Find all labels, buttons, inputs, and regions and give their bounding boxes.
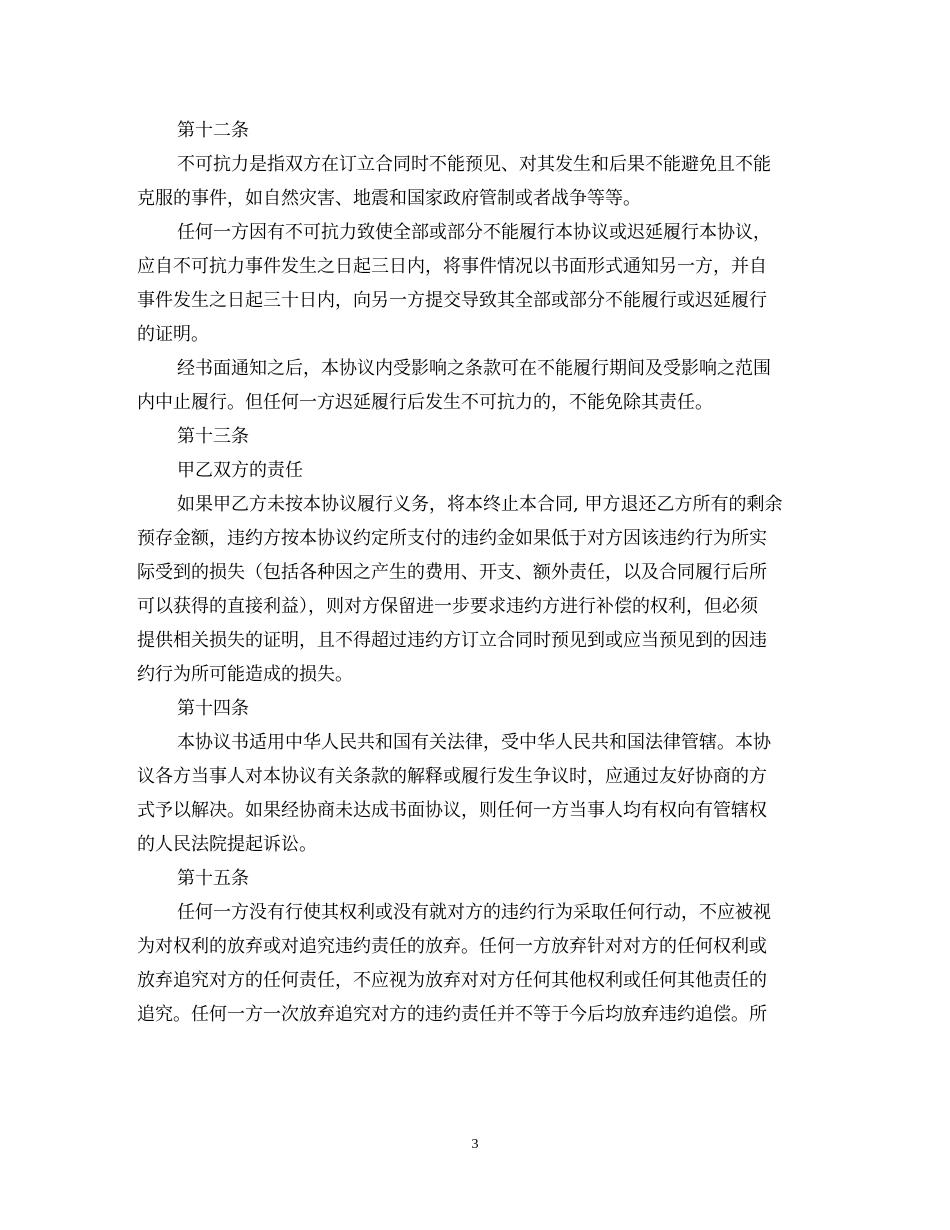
article-heading: 第十五条 <box>177 868 249 889</box>
body-text-line: 本协议书适用中华人民共和国有关法律，受中华人民共和国法律管辖。本协 <box>177 732 771 753</box>
article-heading: 第十四条 <box>177 698 249 719</box>
body-text-line: 的人民法院提起诉讼。 <box>137 834 317 855</box>
article-heading: 第十二条 <box>177 120 249 141</box>
body-text-line: 为对权利的放弃或对追究违约责任的放弃。任何一方放弃针对对方的任何权利或 <box>137 936 767 957</box>
body-text-line: 放弃追究对方的任何责任，不应视为放弃对对方任何其他权利或任何其他责任的 <box>137 970 767 991</box>
body-text-line: 事件发生之日起三十日内，向另一方提交导致其全部或部分不能履行或迟延履行 <box>137 290 767 311</box>
article-heading: 甲乙双方的责任 <box>177 460 303 481</box>
body-text-line: 任何一方没有行使其权利或没有就对方的违约行为采取任何行动，不应被视 <box>177 902 771 923</box>
body-text-line: 如果甲乙方未按本协议履行义务，将本终止本合同, 甲方退还乙方所有的剩余 <box>177 494 783 515</box>
body-text-line: 克服的事件，如自然灾害、地震和国家政府管制或者战争等等。 <box>137 188 641 209</box>
article-heading: 第十三条 <box>177 426 249 447</box>
body-text-line: 议各方当事人对本协议有关条款的解释或履行发生争议时，应通过友好协商的方 <box>137 766 767 787</box>
body-text-line: 提供相关损失的证明，且不得超过违约方订立合同时预见到或应当预见到的因违 <box>137 630 767 651</box>
page-number: 3 <box>471 1137 479 1152</box>
body-text-line: 经书面通知之后，本协议内受影响之条款可在不能履行期间及受影响之范围 <box>177 358 771 379</box>
body-text-line: 应自不可抗力事件发生之日起三日内，将事件情况以书面形式通知另一方，并自 <box>137 256 767 277</box>
body-text-line: 任何一方因有不可抗力致使全部或部分不能履行本协议或迟延履行本协议， <box>177 222 771 243</box>
body-text-line: 不可抗力是指双方在订立合同时不能预见、对其发生和后果不能避免且不能 <box>177 154 771 175</box>
body-text-line: 可以获得的直接利益），则对方保留进一步要求违约方进行补偿的权利，但必须 <box>137 596 758 617</box>
body-text-line: 的证明。 <box>137 324 209 345</box>
body-text-line: 内中止履行。但任何一方迟延履行后发生不可抗力的，不能免除其责任。 <box>137 392 713 413</box>
body-text-line: 追究。任何一方一次放弃追究对方的违约责任并不等于今后均放弃违约追偿。所 <box>137 1004 767 1025</box>
document-body <box>137 114 797 1032</box>
body-text-line: 际受到的损失（包括各种因之产生的费用、开支、额外责任，以及合同履行后所 <box>137 562 767 583</box>
body-text-line: 式予以解决。如果经协商未达成书面协议，则任何一方当事人均有权向有管辖权 <box>137 800 767 821</box>
body-text-line: 预存金额，违约方按本协议约定所支付的违约金如果低于对方因该违约行为所实 <box>137 528 767 549</box>
body-text-line: 约行为所可能造成的损失。 <box>137 664 353 685</box>
